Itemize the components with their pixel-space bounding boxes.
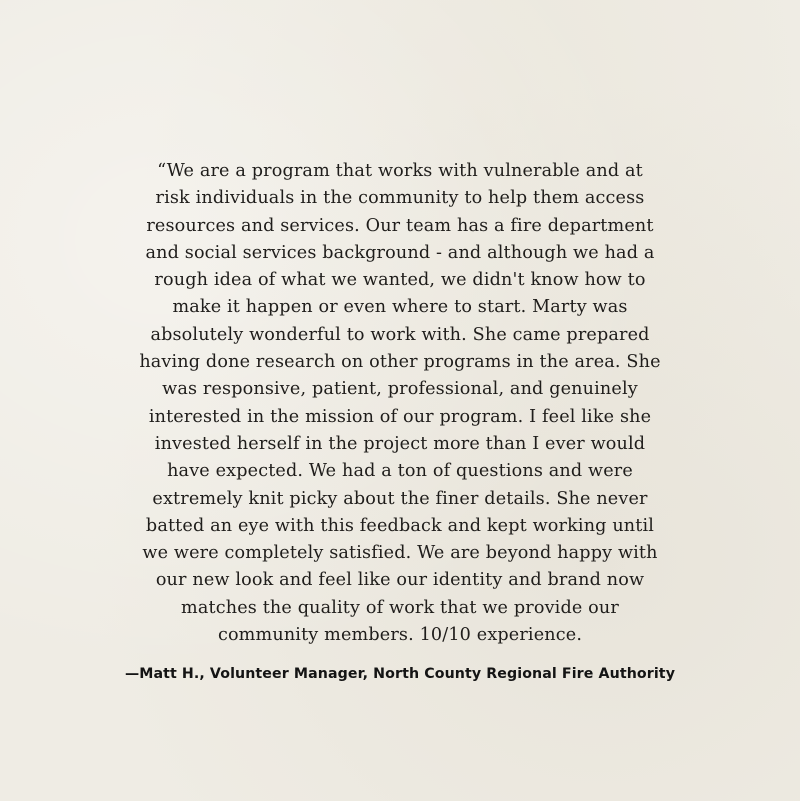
testimonial-attribution: —Matt H., Volunteer Manager, North County Regional Fire Authority (124, 666, 676, 682)
testimonial-quote: “We are a program that works with vulnerable and at risk individuals in the community to help them access resources and services. Our team has a fire department and social services background - and although we had a rough idea of what we wanted, we didn't know how to make it happen or even where to start. Marty was absolutely wonderful to work with. She came prepared having done research on other programs in the area. She was responsive, patient, professional, and genuinely interested in the mission of our program. I feel like she invested herself in the project more than I ever would have expected. We had a ton of questions and were extremely knit picky about the finer details. She never batted an eye with this feedback and kept working until we were completely satisfied. We are beyond happy with our new look and feel like our identity and brand now matches the quality of work that we provide our community members. 10/10 experience. (139, 161, 661, 646)
